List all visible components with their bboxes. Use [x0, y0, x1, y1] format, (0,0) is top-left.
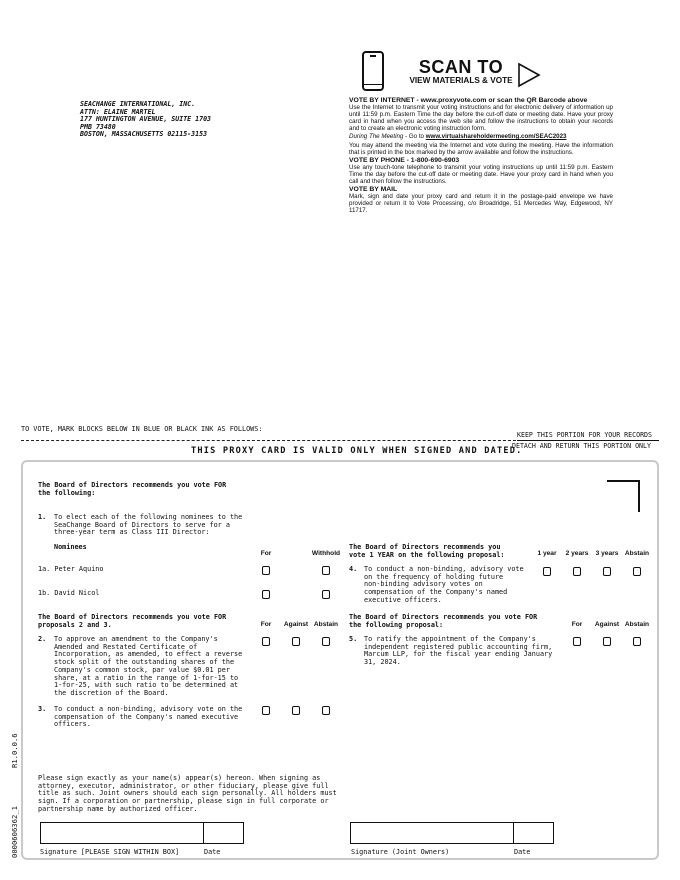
signing-note [38, 775, 337, 814]
board-recommendation-3 [349, 544, 505, 559]
col-withhold-header: Withhold [311, 550, 341, 557]
proposal-5-text [364, 636, 552, 667]
text-line: Company's common stock, par value $0.01 per [54, 665, 230, 674]
proposal-2-text [54, 636, 242, 698]
proposal-4-number: 4. [349, 565, 358, 573]
nominee-1b: 1b. David Nicol [38, 589, 100, 597]
text-line: the following proposal: [349, 620, 444, 629]
text-line: The Board of Directors recommends you vote FOR [38, 481, 227, 489]
text-line: 1-for-25, with such ratio to be determined at [54, 681, 239, 690]
text-line: Marcum LLP, for the fiscal year ending January [364, 650, 553, 659]
meeting-mid: - Go to [403, 133, 426, 141]
play-arrow-icon [517, 62, 541, 88]
joint-date-box[interactable] [513, 822, 554, 844]
side-revision-code: R1.0.0.6 [10, 733, 19, 768]
phone-icon [362, 51, 384, 91]
proposal-3-number: 3. [38, 705, 47, 713]
proposal-1-text [54, 514, 242, 537]
text-line: share, at a ratio in the range of 1-for-15 to [54, 673, 239, 682]
text-line: Incorporation, as amended, to effect a reverse [54, 650, 243, 659]
nominee-1a: 1a. Peter Aquino [38, 565, 104, 573]
col-abstain-header-2: Abstain [313, 621, 339, 628]
voting-instructions [349, 96, 613, 216]
col-2years-header: 2 years [565, 550, 589, 557]
text-line: stock split of the outstanding shares of the [54, 658, 235, 667]
board-recommendation-2 [38, 614, 226, 629]
proposal-5-for-checkbox[interactable] [573, 637, 581, 646]
proposal-4-1year-checkbox[interactable] [543, 567, 551, 576]
text-line: partnership name by authorized officer. [38, 804, 198, 813]
text-line: 31, 2024. [364, 658, 401, 667]
text-line: The Board of Directors recommends you vote FOR [38, 613, 227, 621]
text-line: To conduct a non-binding, advisory vote on the [54, 705, 243, 713]
address-line: BOSTON, MASSACHUSETTS 02115-3153 [80, 130, 208, 139]
address-line: SEACHANGE INTERNATIONAL, INC. [80, 100, 196, 108]
proposal-4-2years-checkbox[interactable] [573, 567, 581, 576]
text-line: non-binding advisory votes on [364, 580, 483, 589]
proposal-3-against-checkbox[interactable] [292, 706, 300, 715]
text-line: the following: [38, 488, 96, 497]
scan-title: SCAN TO [418, 57, 504, 77]
nominee-1b-withhold-checkbox[interactable] [322, 590, 330, 599]
proposal-5-abstain-checkbox[interactable] [633, 637, 641, 646]
keep-underline [517, 440, 659, 441]
scan-subtitle: VIEW MATERIALS & VOTE [409, 76, 513, 85]
text-line: To approve an amendment to the Company's [54, 635, 218, 643]
proposal-3-abstain-checkbox[interactable] [322, 706, 330, 715]
col-for-header-5: For [571, 621, 583, 628]
col-abstain-header: Abstain [624, 550, 650, 557]
text-line: independent registered public accounting firm, [364, 642, 553, 651]
text-line: Please sign exactly as your name(s) appear(s) hereon. When signing as [38, 774, 321, 782]
proposal-3-for-checkbox[interactable] [262, 706, 270, 715]
col-abstain-header-5: Abstain [624, 621, 650, 628]
text-line: To ratify the appointment of the Company's [364, 635, 536, 643]
proposal-2-number: 2. [38, 635, 47, 643]
address-line: PMB 73480 [80, 122, 116, 131]
proposal-4-abstain-checkbox[interactable] [633, 567, 641, 576]
proposal-2-abstain-checkbox[interactable] [322, 637, 330, 646]
joint-date-label: Date [514, 848, 531, 856]
col-against-header-2: Against [283, 621, 309, 628]
ink-instructions: TO VOTE, MARK BLOCKS BELOW IN BLUE OR BLACK INK AS FOLLOWS: [21, 425, 263, 433]
text-line: the discretion of the Board. [54, 688, 169, 697]
vote-internet-heading: VOTE BY INTERNET - www.proxyvote.com or scan the QR Barcode above [349, 97, 588, 104]
text-line: compensation of the Company's named [364, 588, 508, 597]
vote-phone-heading: VOTE BY PHONE - 1-800-690-6903 [349, 156, 460, 164]
meeting-line [349, 133, 613, 140]
text-line: To conduct a non-binding, advisory vote [364, 565, 524, 573]
board-recommendation-4 [349, 614, 537, 629]
text-line: proposals 2 and 3. [38, 620, 112, 629]
col-against-header-5: Against [594, 621, 620, 628]
board-recommendation-1 [38, 482, 226, 497]
text-line: Amended and Restated Certificate of [54, 642, 198, 651]
nominee-1b-for-checkbox[interactable] [262, 590, 270, 599]
col-for-header-2: For [260, 621, 272, 628]
text-line: The Board of Directors recommends you [349, 543, 501, 551]
col-3years-header: 3 years [595, 550, 619, 557]
detach-portion-label: DETACH AND RETURN THIS PORTION ONLY [512, 442, 651, 450]
proposal-2-against-checkbox[interactable] [292, 637, 300, 646]
address-line: 177 HUNTINGTON AVENUE, SUITE 1703 [80, 115, 212, 124]
text-line: To elect each of the following nominees to the [54, 513, 243, 521]
proposal-5-number: 5. [349, 635, 358, 643]
proposal-4-3years-checkbox[interactable] [603, 567, 611, 576]
vote-mail-heading: VOTE BY MAIL [349, 186, 398, 194]
meeting-prefix: During The Meeting [349, 133, 404, 141]
nominee-1a-for-checkbox[interactable] [262, 566, 270, 575]
keep-portion-label: KEEP THIS PORTION FOR YOUR RECORDS [517, 431, 652, 439]
col-1year-header: 1 year [537, 550, 557, 557]
proposal-5-against-checkbox[interactable] [603, 637, 611, 646]
text-line: executive officers. [364, 595, 442, 604]
proposal-4-text [364, 566, 524, 605]
return-address [80, 101, 211, 139]
proposal-1-number: 1. [38, 513, 47, 521]
text-line: officers. [54, 720, 91, 729]
meeting-text: You may attend the meeting via the Internet and vote during the meeting. Have the information that is printed in the box marked by the arrow available and follow the instructions. [349, 141, 613, 156]
col-for-header: For [260, 550, 272, 557]
proposal-3-text [54, 706, 242, 729]
valid-notice: THIS PROXY CARD IS VALID ONLY WHEN SIGNED AND DATED. [191, 446, 523, 456]
joint-signature-label: Signature (Joint Owners) [351, 848, 450, 856]
date-label: Date [204, 848, 221, 856]
text-line: SeaChange Board of Directors to serve for a [54, 520, 230, 529]
text-line: on the frequency of holding future [364, 572, 504, 581]
text-line: three-year term as Class III Director: [54, 528, 210, 537]
vote-mail-text: Mark, sign and date your proxy card and return it in the postage-paid envelope we have provided or return it to Vote Processing, c/o Broadridge, 51 Mercedes Way, Edgewood, NY 11717. [349, 193, 613, 215]
joint-signature-box[interactable] [350, 822, 514, 844]
signature-box[interactable] [40, 822, 204, 844]
side-document-code: 0000606362_1 [10, 806, 19, 858]
text-line: title as such. Joint owners should each sign personally. All holders must [38, 789, 337, 798]
proposal-2-for-checkbox[interactable] [262, 637, 270, 646]
text-line: vote 1 YEAR on the following proposal: [349, 550, 505, 559]
date-box[interactable] [203, 822, 244, 844]
nominees-label: Nominees [54, 543, 87, 551]
corner-mark [607, 480, 640, 512]
vote-phone-text: Use any touch-tone telephone to transmit your voting instructions up until 11:59 p.m. Eastern Time the day before the cut-off date or meeting date. Have your proxy card in hand when you call and then follow the instructions. [349, 163, 613, 186]
nominee-1a-withhold-checkbox[interactable] [322, 566, 330, 575]
tear-line [21, 440, 516, 441]
text-line: compensation of the Company's named executive [54, 712, 239, 721]
text-line: attorney, executor, administrator, or other fiduciary, please give full [38, 781, 329, 790]
meeting-url-link[interactable]: www.virtualshareholdermeeting.com/SEAC2023 [425, 133, 567, 141]
text-line: sign. If a corporation or partnership, please sign in full corporate or [38, 797, 329, 806]
signature-label: Signature [PLEASE SIGN WITHIN BOX] [40, 848, 180, 856]
address-line: ATTN: ELAINE MARTEL [80, 107, 156, 116]
text-line: The Board of Directors recommends you vote FOR [349, 613, 538, 621]
vote-internet-text: Use the Internet to transmit your voting instructions and for electronic delivery of information up until 11:59 p.m. Eastern Time the day before the cut-off date or meeting date. Have your proxy card in hand when you access the web site and follow the instructions to obtain your records and to create an electronic voting instruction form. [349, 104, 613, 133]
